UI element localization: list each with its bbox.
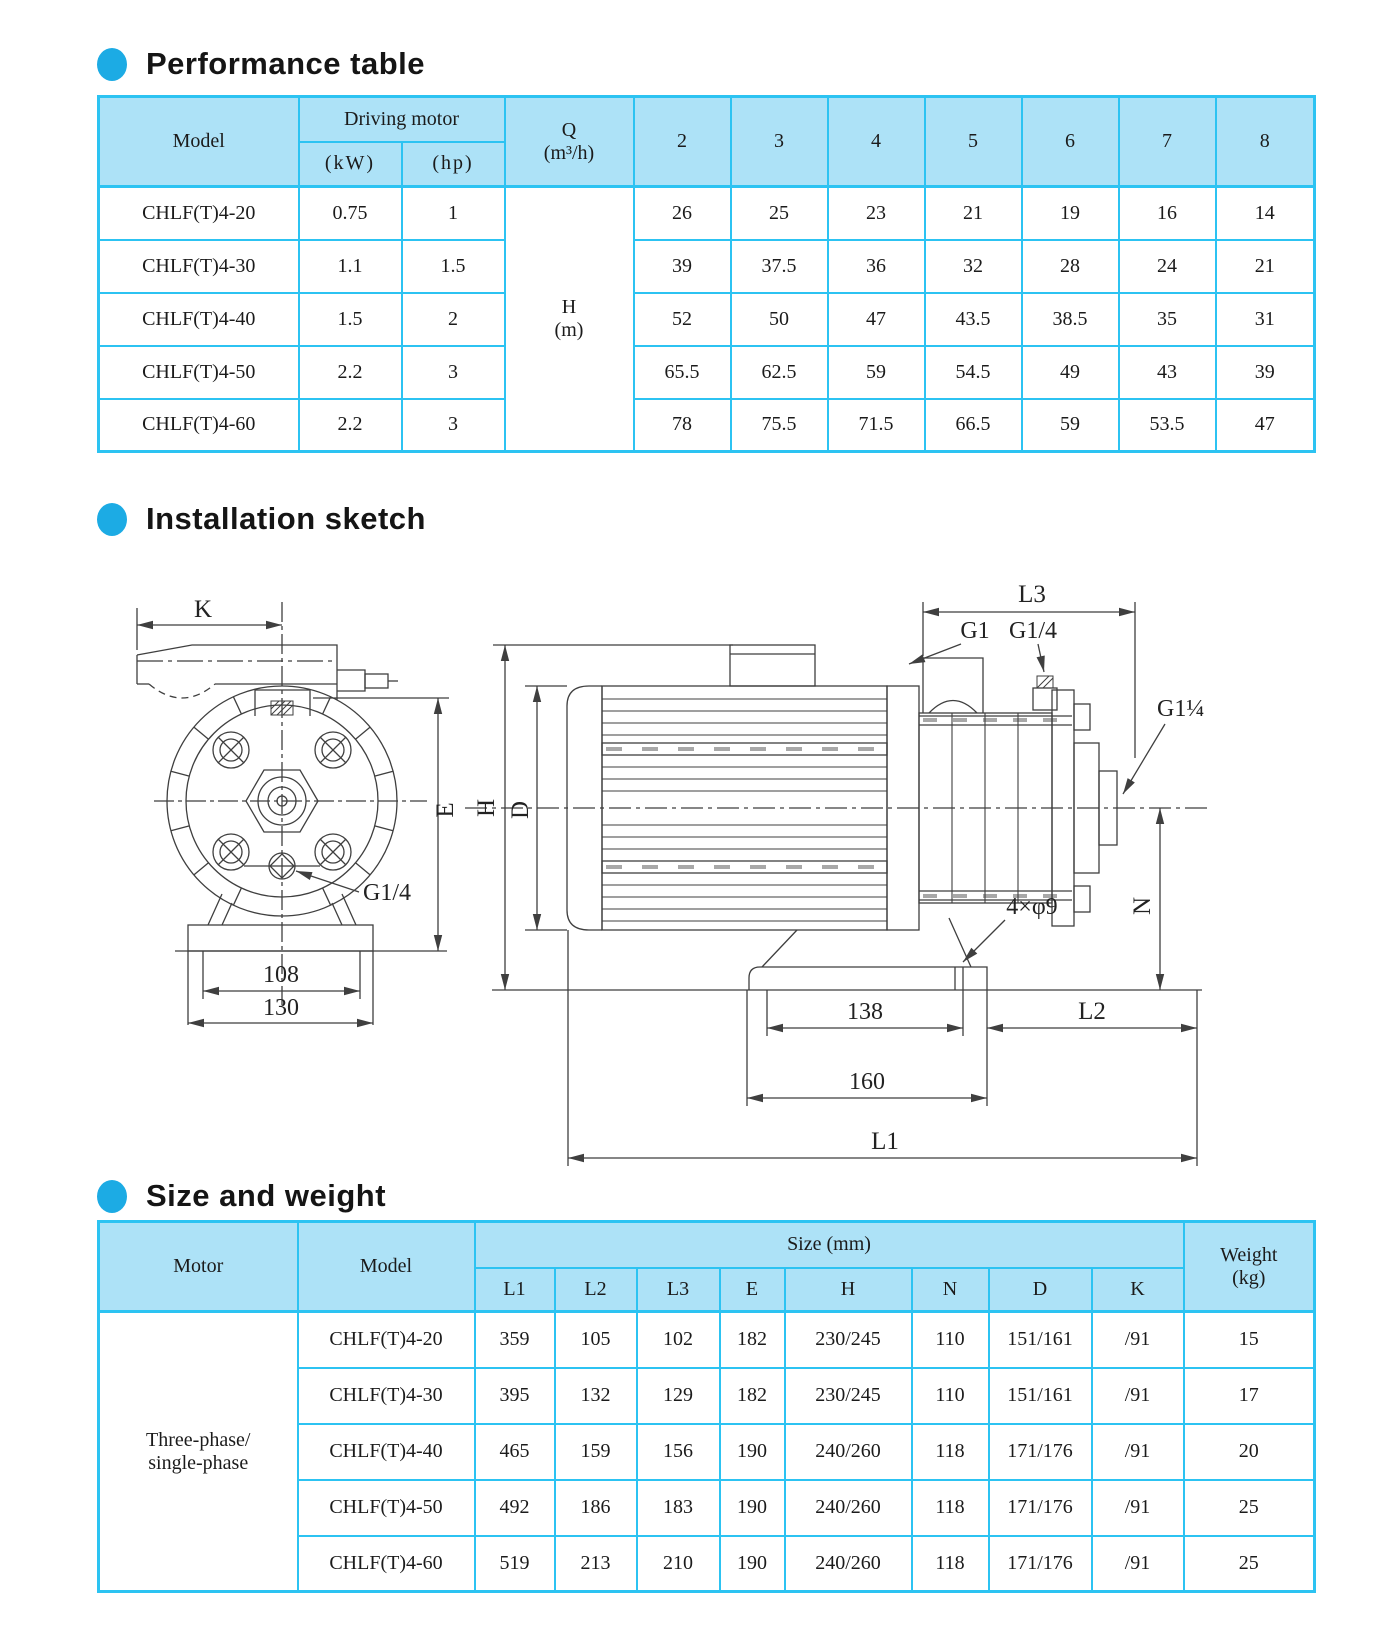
cell-hp: 2 <box>402 293 505 346</box>
size-col-weight <box>1184 1222 1315 1312</box>
size-col-e: E <box>720 1268 785 1312</box>
perf-col-hp: (hp) <box>402 142 505 187</box>
cell-dim: 129 <box>637 1368 720 1424</box>
cell-head: 21 <box>1216 240 1315 293</box>
cell-head: 39 <box>1216 346 1315 399</box>
cell-dim: 151/161 <box>989 1368 1092 1424</box>
cell-dim: 210 <box>637 1536 720 1592</box>
cell-dim: 151/161 <box>989 1312 1092 1368</box>
cell-dim: /91 <box>1092 1536 1184 1592</box>
cell-head: 23 <box>828 187 925 240</box>
perf-col-flow-5: 5 <box>925 97 1022 187</box>
size-header-row-1 <box>99 1222 1315 1268</box>
perf-col-flow-6: 6 <box>1022 97 1119 187</box>
perf-col-kw: (kW) <box>299 142 402 187</box>
perf-row <box>99 293 1315 346</box>
size-row <box>99 1312 1315 1368</box>
bolt <box>213 834 249 870</box>
size-col-d: D <box>989 1268 1092 1312</box>
cell-model: CHLF(T)4-50 <box>99 346 299 399</box>
perf-col-flow-8: 8 <box>1216 97 1315 187</box>
dim-label-g1: G1 <box>960 618 990 644</box>
size-weight-table <box>97 1220 1316 1593</box>
cell-head: 38.5 <box>1022 293 1119 346</box>
cell-head: 62.5 <box>731 346 828 399</box>
perf-row <box>99 187 1315 240</box>
cell-dim: 190 <box>720 1424 785 1480</box>
cell-kw: 2.2 <box>299 399 402 452</box>
cell-dim: 359 <box>475 1312 555 1368</box>
perf-header-row-1 <box>99 97 1315 142</box>
cell-head: 14 <box>1216 187 1315 240</box>
size-col-model: Model <box>298 1222 475 1312</box>
size-col-k: K <box>1092 1268 1184 1312</box>
cell-kw: 0.75 <box>299 187 402 240</box>
bullet-icon <box>97 1180 127 1213</box>
cell-head: 31 <box>1216 293 1315 346</box>
cell-dim: 171/176 <box>989 1480 1092 1536</box>
cell-head: 47 <box>1216 399 1315 452</box>
cell-head: 59 <box>828 346 925 399</box>
cell-dim: 118 <box>912 1480 989 1536</box>
cell-hp: 3 <box>402 399 505 452</box>
perf-col-q <box>505 97 634 187</box>
cell-head: 24 <box>1119 240 1216 293</box>
cell-weight: 15 <box>1184 1312 1315 1368</box>
cell-dim: 118 <box>912 1424 989 1480</box>
cell-dim: 118 <box>912 1536 989 1592</box>
cell-dim: 110 <box>912 1312 989 1368</box>
cell-dim: /91 <box>1092 1480 1184 1536</box>
cell-dim: 182 <box>720 1368 785 1424</box>
cell-kw: 1.5 <box>299 293 402 346</box>
dim-label-holes: 4×φ9 <box>1006 894 1058 920</box>
size-col-motor: Motor <box>99 1222 298 1312</box>
h-label: H <box>561 296 577 318</box>
section-heading-performance <box>97 46 425 82</box>
cell-dim: 190 <box>720 1536 785 1592</box>
cell-head: 53.5 <box>1119 399 1216 452</box>
perf-col-flow-4: 4 <box>828 97 925 187</box>
cell-dim: /91 <box>1092 1368 1184 1424</box>
cell-kw: 1.1 <box>299 240 402 293</box>
perf-col-flow-7: 7 <box>1119 97 1216 187</box>
cell-head: 28 <box>1022 240 1119 293</box>
q-label: Q <box>561 118 577 141</box>
cell-head: 75.5 <box>731 399 828 452</box>
cell-head: 78 <box>634 399 731 452</box>
cell-hp: 3 <box>402 346 505 399</box>
dim-label-108: 108 <box>263 962 299 988</box>
h-unit: (m) <box>554 319 584 341</box>
cell-dim: 395 <box>475 1368 555 1424</box>
size-col-l3: L3 <box>637 1268 720 1312</box>
cell-weight: 17 <box>1184 1368 1315 1424</box>
section-heading-size-weight <box>97 1178 386 1214</box>
perf-col-model: Model <box>99 97 299 187</box>
cell-head: 71.5 <box>828 399 925 452</box>
cell-model: CHLF(T)4-20 <box>99 187 299 240</box>
cell-dim: 159 <box>555 1424 637 1480</box>
cell-weight: 25 <box>1184 1536 1315 1592</box>
cell-head: 36 <box>828 240 925 293</box>
cell-dim: 183 <box>637 1480 720 1536</box>
perf-col-driving-motor: Driving motor <box>299 97 505 142</box>
bolt <box>315 834 351 870</box>
perf-row <box>99 240 1315 293</box>
dim-label-g14-front: G1/4 <box>363 880 411 906</box>
cell-head: 43.5 <box>925 293 1022 346</box>
cell-dim: 171/176 <box>989 1536 1092 1592</box>
cell-dim: 110 <box>912 1368 989 1424</box>
perf-col-flow-3: 3 <box>731 97 828 187</box>
dim-label-138: 138 <box>847 999 883 1025</box>
cell-dim: 240/260 <box>785 1480 912 1536</box>
bullet-icon <box>97 48 127 81</box>
cell-head: 49 <box>1022 346 1119 399</box>
cell-head: 21 <box>925 187 1022 240</box>
heading-installation-label: Installation sketch <box>146 501 426 536</box>
size-col-l2: L2 <box>555 1268 637 1312</box>
cell-head: 59 <box>1022 399 1119 452</box>
bullet-icon <box>97 503 127 536</box>
cell-dim: 190 <box>720 1480 785 1536</box>
dim-label-e: E <box>432 802 459 818</box>
cell-weight: 25 <box>1184 1480 1315 1536</box>
side-view <box>465 581 1207 1166</box>
size-col-size-mm: Size (mm) <box>475 1222 1184 1268</box>
cell-head: 39 <box>634 240 731 293</box>
cell-head: 65.5 <box>634 346 731 399</box>
dim-label-l3: L3 <box>1018 581 1046 608</box>
cell-hp: 1 <box>402 187 505 240</box>
size-col-l1: L1 <box>475 1268 555 1312</box>
cell-dim: 156 <box>637 1424 720 1480</box>
cell-dim: 105 <box>555 1312 637 1368</box>
performance-table <box>97 95 1316 453</box>
front-view <box>137 596 459 1025</box>
section-heading-installation <box>97 501 426 537</box>
cell-dim: 465 <box>475 1424 555 1480</box>
cell-dim: 492 <box>475 1480 555 1536</box>
cell-motor-type <box>99 1312 298 1592</box>
cell-head: 52 <box>634 293 731 346</box>
installation-sketch-drawing <box>97 558 1313 1170</box>
cell-dim: 213 <box>555 1536 637 1592</box>
cell-dim: 519 <box>475 1536 555 1592</box>
cell-head: 50 <box>731 293 828 346</box>
cell-model: CHLF(T)4-30 <box>298 1368 475 1424</box>
cell-dim: 102 <box>637 1312 720 1368</box>
cell-dim: 240/260 <box>785 1424 912 1480</box>
cell-hp: 1.5 <box>402 240 505 293</box>
dim-label-g14-side: G1/4 <box>1009 618 1057 644</box>
dim-label-h: H <box>473 798 500 818</box>
cell-model: CHLF(T)4-60 <box>99 399 299 452</box>
dim-label-160: 160 <box>849 1069 885 1095</box>
cell-head: 26 <box>634 187 731 240</box>
perf-row <box>99 399 1315 452</box>
cell-dim: 182 <box>720 1312 785 1368</box>
hatched-fitting <box>1037 676 1053 688</box>
cell-model: CHLF(T)4-40 <box>99 293 299 346</box>
cell-head: 19 <box>1022 187 1119 240</box>
weight-unit: (kg) <box>1232 1266 1266 1289</box>
cell-model: CHLF(T)4-20 <box>298 1312 475 1368</box>
cell-weight: 20 <box>1184 1424 1315 1480</box>
dim-label-130: 130 <box>263 995 299 1021</box>
dim-label-l1: L1 <box>871 1128 899 1155</box>
cell-head: 25 <box>731 187 828 240</box>
bolt <box>213 732 249 768</box>
dim-label-k: K <box>193 596 213 623</box>
cell-head: 54.5 <box>925 346 1022 399</box>
heading-size-weight-label: Size and weight <box>146 1178 387 1213</box>
weight-label: Weight <box>1220 1243 1278 1266</box>
cell-dim: /91 <box>1092 1424 1184 1480</box>
motor-type-line2: single-phase <box>148 1451 249 1474</box>
cell-model: CHLF(T)4-60 <box>298 1536 475 1592</box>
cell-head: 35 <box>1119 293 1216 346</box>
cell-head: 37.5 <box>731 240 828 293</box>
cell-dim: 171/176 <box>989 1424 1092 1480</box>
cell-head: 32 <box>925 240 1022 293</box>
size-col-h: H <box>785 1268 912 1312</box>
q-unit: (m³/h) <box>543 141 595 164</box>
cell-model: CHLF(T)4-40 <box>298 1424 475 1480</box>
cell-dim: 132 <box>555 1368 637 1424</box>
bolt <box>315 732 351 768</box>
heading-performance-label: Performance table <box>146 46 425 81</box>
perf-col-flow-2: 2 <box>634 97 731 187</box>
cell-head: 16 <box>1119 187 1216 240</box>
cell-kw: 2.2 <box>299 346 402 399</box>
cell-head: 47 <box>828 293 925 346</box>
cell-head: 66.5 <box>925 399 1022 452</box>
dim-label-g114: G1¼ <box>1157 696 1205 722</box>
cell-dim: 240/260 <box>785 1536 912 1592</box>
dim-label-d: D <box>507 800 534 820</box>
cell-dim: 230/245 <box>785 1312 912 1368</box>
dim-label-n: N <box>1129 896 1156 916</box>
cell-head: 43 <box>1119 346 1216 399</box>
size-col-n: N <box>912 1268 989 1312</box>
cell-model: CHLF(T)4-30 <box>99 240 299 293</box>
cell-head-unit <box>505 187 634 452</box>
motor-type-line1: Three-phase/ <box>146 1428 251 1451</box>
dim-label-l2: L2 <box>1078 998 1106 1025</box>
cell-dim: 230/245 <box>785 1368 912 1424</box>
cell-dim: 186 <box>555 1480 637 1536</box>
perf-row <box>99 346 1315 399</box>
cell-dim: /91 <box>1092 1312 1184 1368</box>
cell-model: CHLF(T)4-50 <box>298 1480 475 1536</box>
